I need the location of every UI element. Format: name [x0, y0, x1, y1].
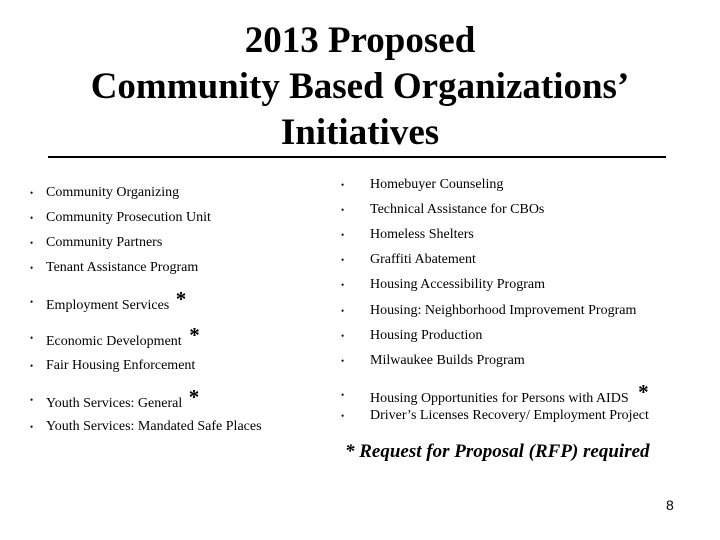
list-item-economic-development [30, 323, 200, 350]
bullet-icon: • [341, 411, 345, 421]
list-item-label: Graffiti Abatement [370, 252, 476, 267]
list-item-label: Housing Production [370, 328, 483, 343]
list-item-youth-services-general [30, 385, 200, 412]
bullet-icon: • [30, 213, 34, 223]
list-item-drivers-licenses [341, 408, 649, 424]
list-item-technical-assistance [341, 202, 545, 218]
list-item-youth-services-safe-places [30, 419, 262, 435]
list-item-label: Homeless Shelters [370, 227, 474, 242]
bullet-icon: • [341, 255, 345, 265]
title-line-1: 2013 Proposed [244, 20, 476, 61]
rfp-asterisk: * [188, 385, 200, 409]
list-item-homebuyer-counseling [341, 177, 504, 193]
list-item-housing-accessibility [341, 277, 545, 293]
list-item-homeless-shelters [341, 227, 474, 243]
list-item-label: Housing Accessibility Program [370, 277, 545, 292]
bullet-icon: • [341, 306, 345, 316]
bullet-icon: • [30, 361, 34, 371]
bullet-icon: • [30, 422, 34, 432]
list-item-hopwa [341, 380, 649, 407]
bullet-icon: • [341, 230, 345, 240]
bullet-icon: • [341, 205, 345, 215]
list-item-label: Milwaukee Builds Program [370, 353, 525, 368]
rfp-asterisk: * [638, 380, 649, 404]
rfp-asterisk: * [175, 287, 187, 311]
bullet-icon: • [30, 395, 34, 405]
list-item-housing-production [341, 328, 483, 344]
list-item-label: Youth Services: General [46, 396, 183, 411]
list-item-label: Community Partners [46, 235, 163, 250]
list-item-label: Community Prosecution Unit [46, 210, 211, 225]
list-item-tenant-assistance [30, 260, 199, 276]
bullet-icon: • [341, 356, 345, 366]
list-item-community-partners [30, 235, 163, 251]
list-item-label: Fair Housing Enforcement [46, 358, 196, 373]
page-number: 8 [666, 497, 674, 513]
list-item-employment-services [30, 287, 187, 314]
list-item-label: Homebuyer Counseling [370, 177, 504, 192]
list-item-label: Economic Development [46, 334, 182, 349]
list-item-label: Housing: Neighborhood Improvement Program [370, 303, 637, 318]
slide-title [0, 18, 720, 156]
bullet-icon: • [30, 238, 34, 248]
list-item-community-organizing [30, 185, 180, 201]
bullet-icon: • [30, 188, 34, 198]
list-item-milwaukee-builds [341, 353, 525, 369]
list-item-fair-housing [30, 358, 196, 374]
list-item-community-prosecution-unit [30, 210, 211, 226]
bullet-icon: • [30, 333, 34, 343]
title-line-3: Initiatives [280, 112, 440, 153]
list-item-label: Housing Opportunities for Persons with AIDS [370, 391, 629, 406]
list-item-label: Technical Assistance for CBOs [370, 202, 545, 217]
rfp-asterisk: * [189, 323, 200, 347]
bullet-icon: • [30, 297, 34, 307]
list-item-graffiti-abatement [341, 252, 476, 268]
list-item-label: Tenant Assistance Program [46, 260, 199, 275]
bullet-icon: • [341, 331, 345, 341]
list-item-neighborhood-improvement [341, 303, 637, 319]
bullet-icon: • [341, 390, 345, 400]
bullet-icon: • [30, 263, 34, 273]
list-item-label: Youth Services: Mandated Safe Places [46, 419, 262, 434]
title-underline [48, 156, 666, 158]
title-line-2: Community Based Organizations’ [90, 66, 630, 107]
bullet-icon: • [341, 180, 345, 190]
list-item-label: Driver’s Licenses Recovery/ Employment Project [370, 408, 649, 423]
list-item-label: Employment Services [46, 298, 170, 313]
list-item-label: Community Organizing [46, 185, 180, 200]
rfp-footnote: * Request for Proposal (RFP) required [345, 441, 650, 462]
bullet-icon: • [341, 280, 345, 290]
